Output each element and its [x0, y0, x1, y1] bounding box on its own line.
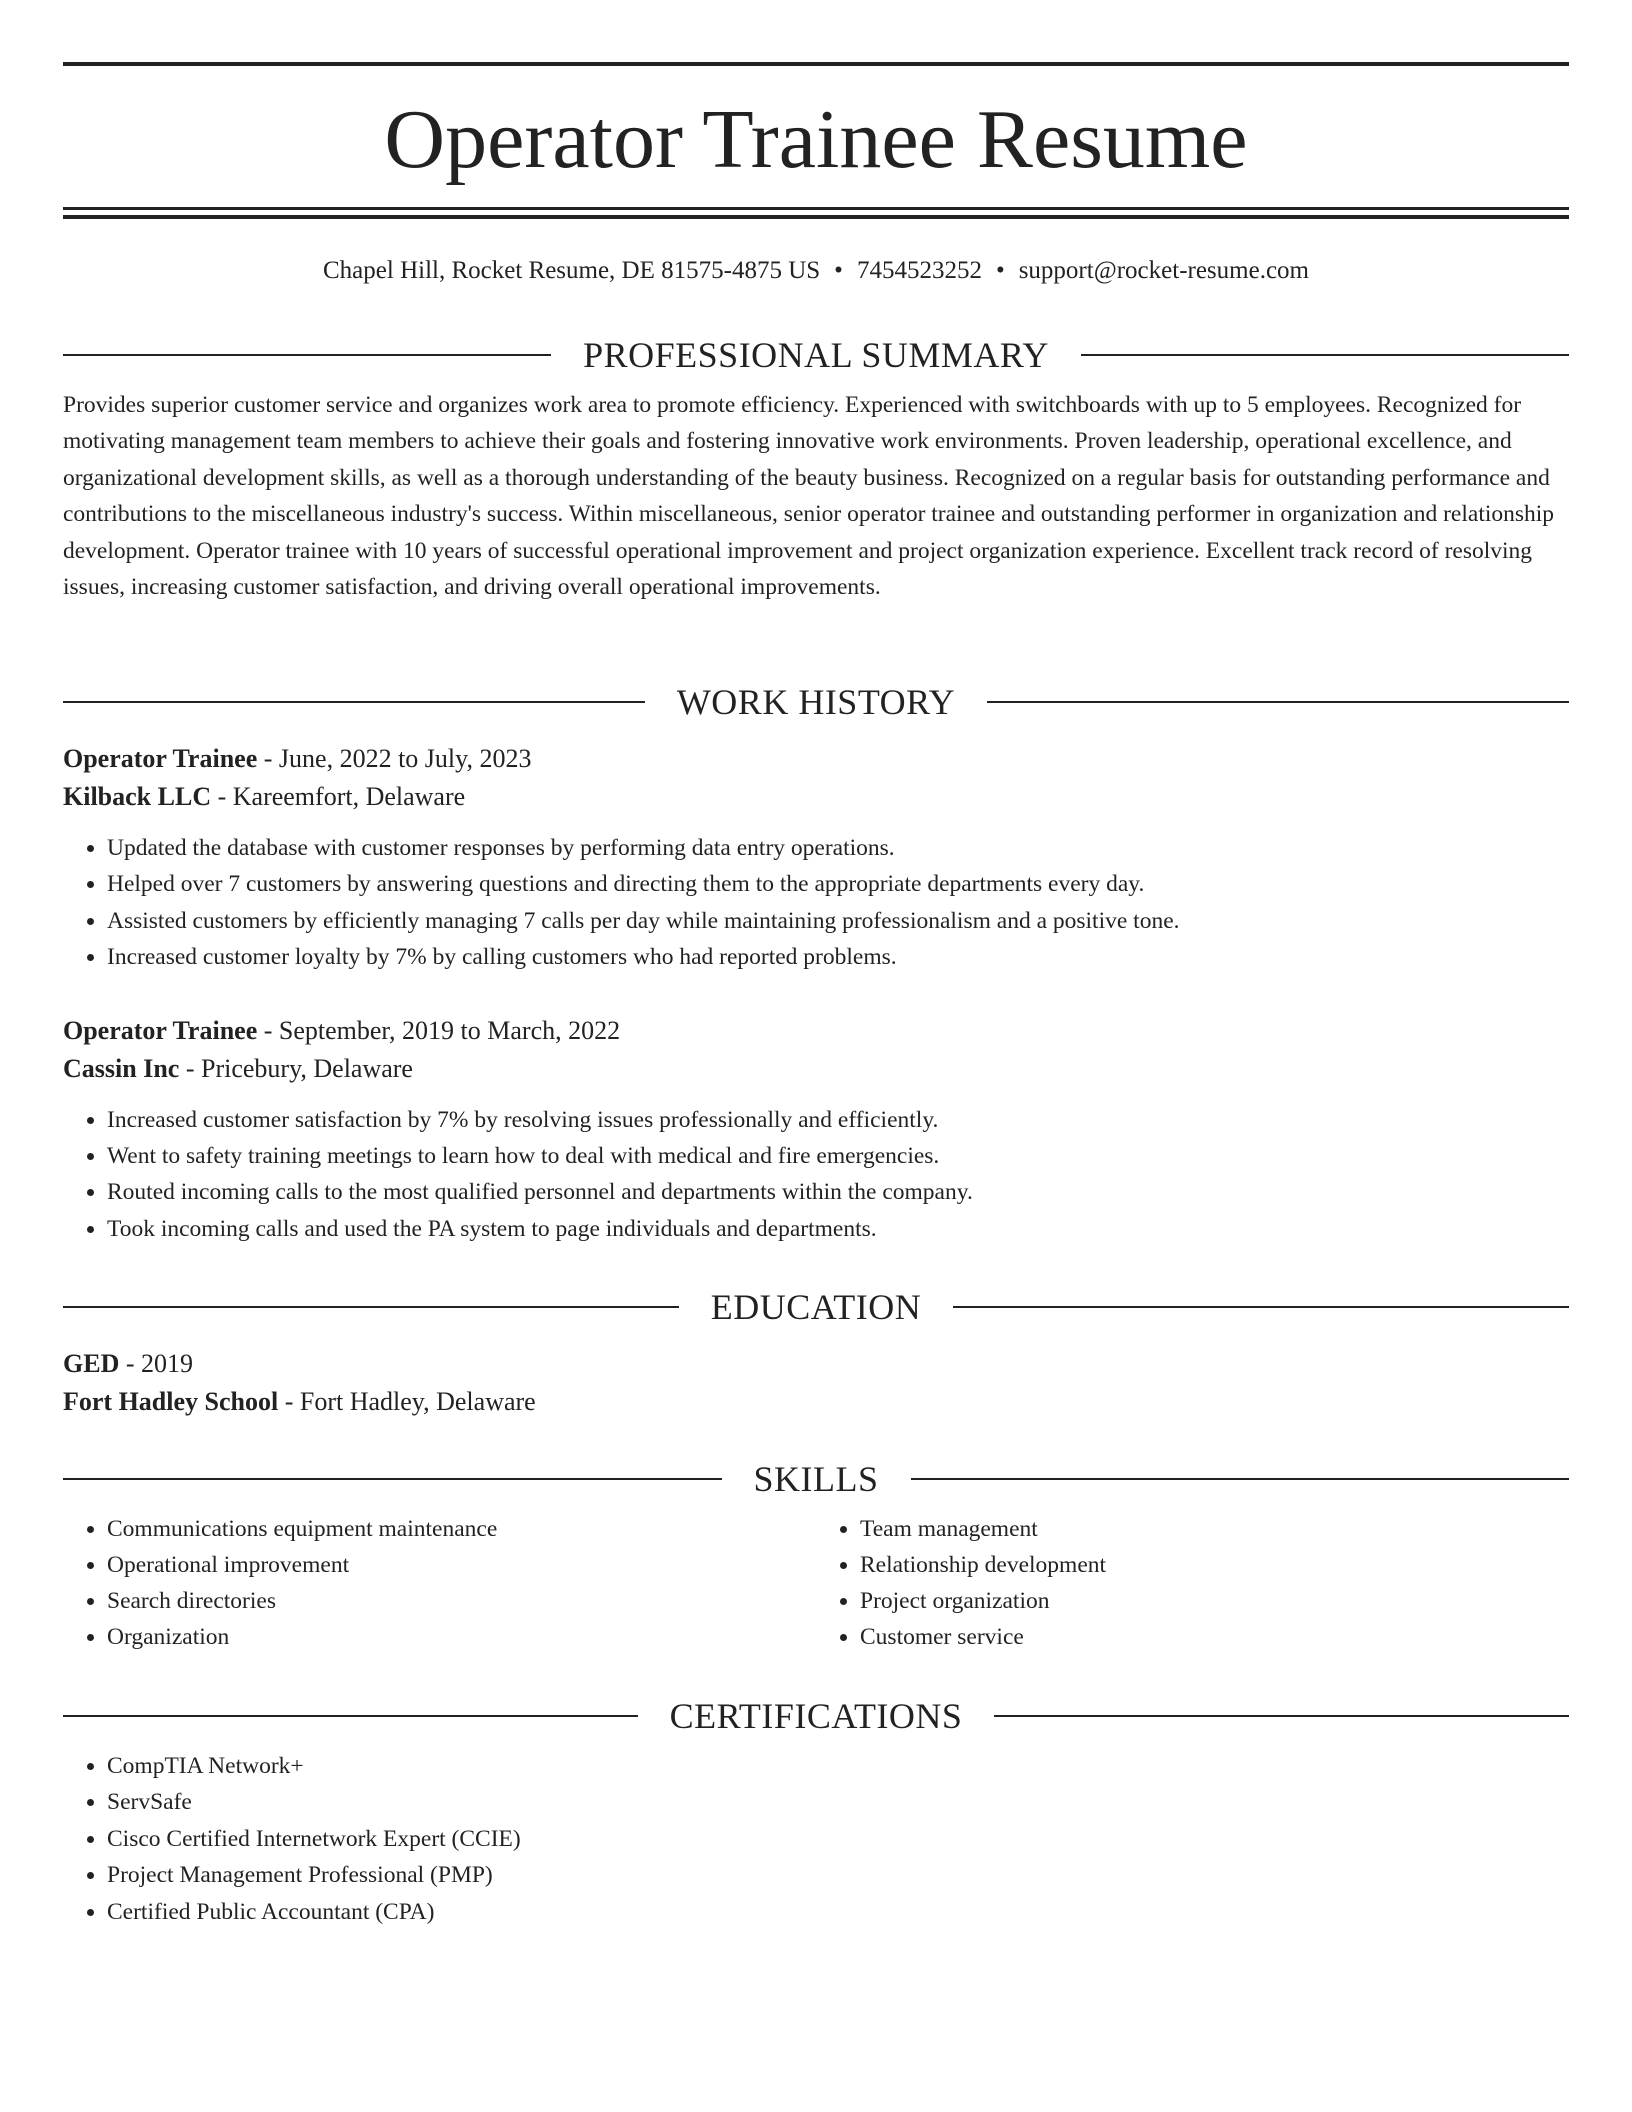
page-title: Operator Trainee Resume	[384, 93, 1248, 186]
school-line	[63, 1383, 1569, 1421]
contact-separator: •	[834, 257, 843, 284]
work-history-section	[63, 680, 1569, 1247]
certifications-section	[63, 1694, 1569, 1930]
divider	[63, 1306, 679, 1308]
list-item: • Organization	[107, 1619, 816, 1655]
title-double-rule	[63, 207, 1569, 219]
school-name: Fort Hadley School	[63, 1387, 279, 1416]
degree: GED	[63, 1349, 120, 1378]
job-title-line	[63, 740, 1569, 778]
contact-phone: 7454523252	[856, 257, 982, 284]
list-item: • Updated the database with customer responses by performing data entry operations.	[107, 830, 1569, 866]
list-item: • Search directories	[107, 1583, 816, 1619]
divider	[994, 1715, 1569, 1717]
job-title: Operator Trainee	[63, 1015, 258, 1045]
summary-text: Provides superior customer service and organizes work area to promote efficiency. Experienced with switchboards with up to 5 employees. Recognized for motivating management team members to achieve their goals and fostering innovative work environments. Proven leadership, operational excellence, and organizational development skills, as well as a thorough understanding of the beauty business. Recognized on a regular basis for outstanding performance and contributions to the miscellaneous industry's success. Within miscellaneous, senior operator trainee and outstanding performer in organization and relationship development. Operator trainee with 10 years of successful operational improvement and project organization experience. Excellent track record of resolving issues, increasing customer satisfaction, and driving overall operational improvements.	[63, 392, 1555, 601]
job-dates: - September, 2019 to March, 2022	[257, 1015, 621, 1045]
section-header	[63, 1457, 1569, 1501]
divider	[911, 1478, 1570, 1480]
list-item: • Increased customer loyalty by 7% by calling customers who had reported problems.	[107, 939, 1569, 975]
list-item: • Went to safety training meetings to learn how to deal with medical and fire emergencies.	[107, 1138, 1569, 1174]
section-header	[63, 333, 1569, 377]
job-title-line	[63, 1012, 1569, 1050]
list-item: • Communications equipment maintenance	[107, 1511, 816, 1547]
list-item: • Increased customer satisfaction by 7% by resolving issues professionally and efficiently.	[107, 1102, 1569, 1138]
list-item: • Took incoming calls and used the PA system to page individuals and departments.	[107, 1211, 1569, 1247]
divider	[63, 1478, 722, 1480]
list-item: • Helped over 7 customers by answering questions and directing them to the appropriate departments every day.	[107, 866, 1569, 902]
divider	[1081, 354, 1569, 356]
job-company-line	[63, 1050, 1569, 1088]
job-location: - Kareemfort, Delaware	[211, 782, 466, 811]
education-section	[63, 1285, 1569, 1421]
skills-grid	[63, 1501, 1569, 1655]
section-title: PROFESSIONAL SUMMARY	[583, 335, 1049, 375]
divider	[953, 1306, 1569, 1308]
section-title: CERTIFICATIONS	[669, 1696, 963, 1736]
divider	[63, 354, 551, 356]
divider	[987, 701, 1569, 703]
list-item: • CompTIA Network+	[107, 1748, 1569, 1784]
list-item: • Team management	[860, 1511, 1569, 1547]
skills-section	[63, 1457, 1569, 1655]
section-title: WORK HISTORY	[676, 682, 956, 722]
section-header	[63, 680, 1569, 724]
section-header	[63, 1285, 1569, 1329]
list-item: • Assisted customers by efficiently managing 7 calls per day while maintaining professionalism and a positive tone.	[107, 903, 1569, 939]
job-company: Cassin Inc	[63, 1053, 180, 1083]
job-entry	[63, 740, 1569, 976]
skills-list-left	[63, 1511, 816, 1655]
job-company: Kilback LLC	[63, 782, 212, 811]
list-item: • Relationship development	[860, 1547, 1569, 1583]
contact-address: Chapel Hill, Rocket Resume, DE 81575-4875 US	[323, 257, 821, 284]
job-dates: - June, 2022 to July, 2023	[257, 744, 532, 773]
job-title: Operator Trainee	[63, 744, 258, 773]
list-item: • Certified Public Accountant (CPA)	[107, 1894, 1569, 1930]
list-item: • ServSafe	[107, 1784, 1569, 1820]
section-title: SKILLS	[753, 1459, 879, 1499]
certifications-list	[63, 1748, 1569, 1930]
contact-line	[63, 254, 1569, 288]
contact-separator: •	[995, 257, 1005, 284]
divider	[63, 1715, 638, 1717]
job-company-line	[63, 778, 1569, 816]
list-item: • Customer service	[860, 1619, 1569, 1655]
summary-section	[63, 333, 1569, 605]
list-item: • Operational improvement	[107, 1547, 816, 1583]
contact-email: support@rocket-resume.com	[1018, 257, 1309, 284]
degree-year: - 2019	[119, 1349, 194, 1378]
job-entry	[63, 1012, 1569, 1248]
list-item: • Project Management Professional (PMP)	[107, 1857, 1569, 1893]
job-location: - Pricebury, Delaware	[179, 1053, 413, 1083]
school-location: - Fort Hadley, Delaware	[278, 1387, 536, 1416]
list-item: • Cisco Certified Internetwork Expert (CCIE)	[107, 1821, 1569, 1857]
divider	[63, 701, 645, 703]
section-title: EDUCATION	[710, 1287, 922, 1327]
top-rule	[63, 62, 1569, 66]
degree-line	[63, 1345, 1569, 1383]
skills-list-right	[816, 1511, 1569, 1655]
education-entry	[63, 1345, 1569, 1421]
job-bullets	[63, 1102, 1569, 1248]
list-item: • Project organization	[860, 1583, 1569, 1619]
job-bullets	[63, 830, 1569, 976]
list-item: • Routed incoming calls to the most qualified personnel and departments within the company.	[107, 1174, 1569, 1210]
section-header	[63, 1694, 1569, 1738]
